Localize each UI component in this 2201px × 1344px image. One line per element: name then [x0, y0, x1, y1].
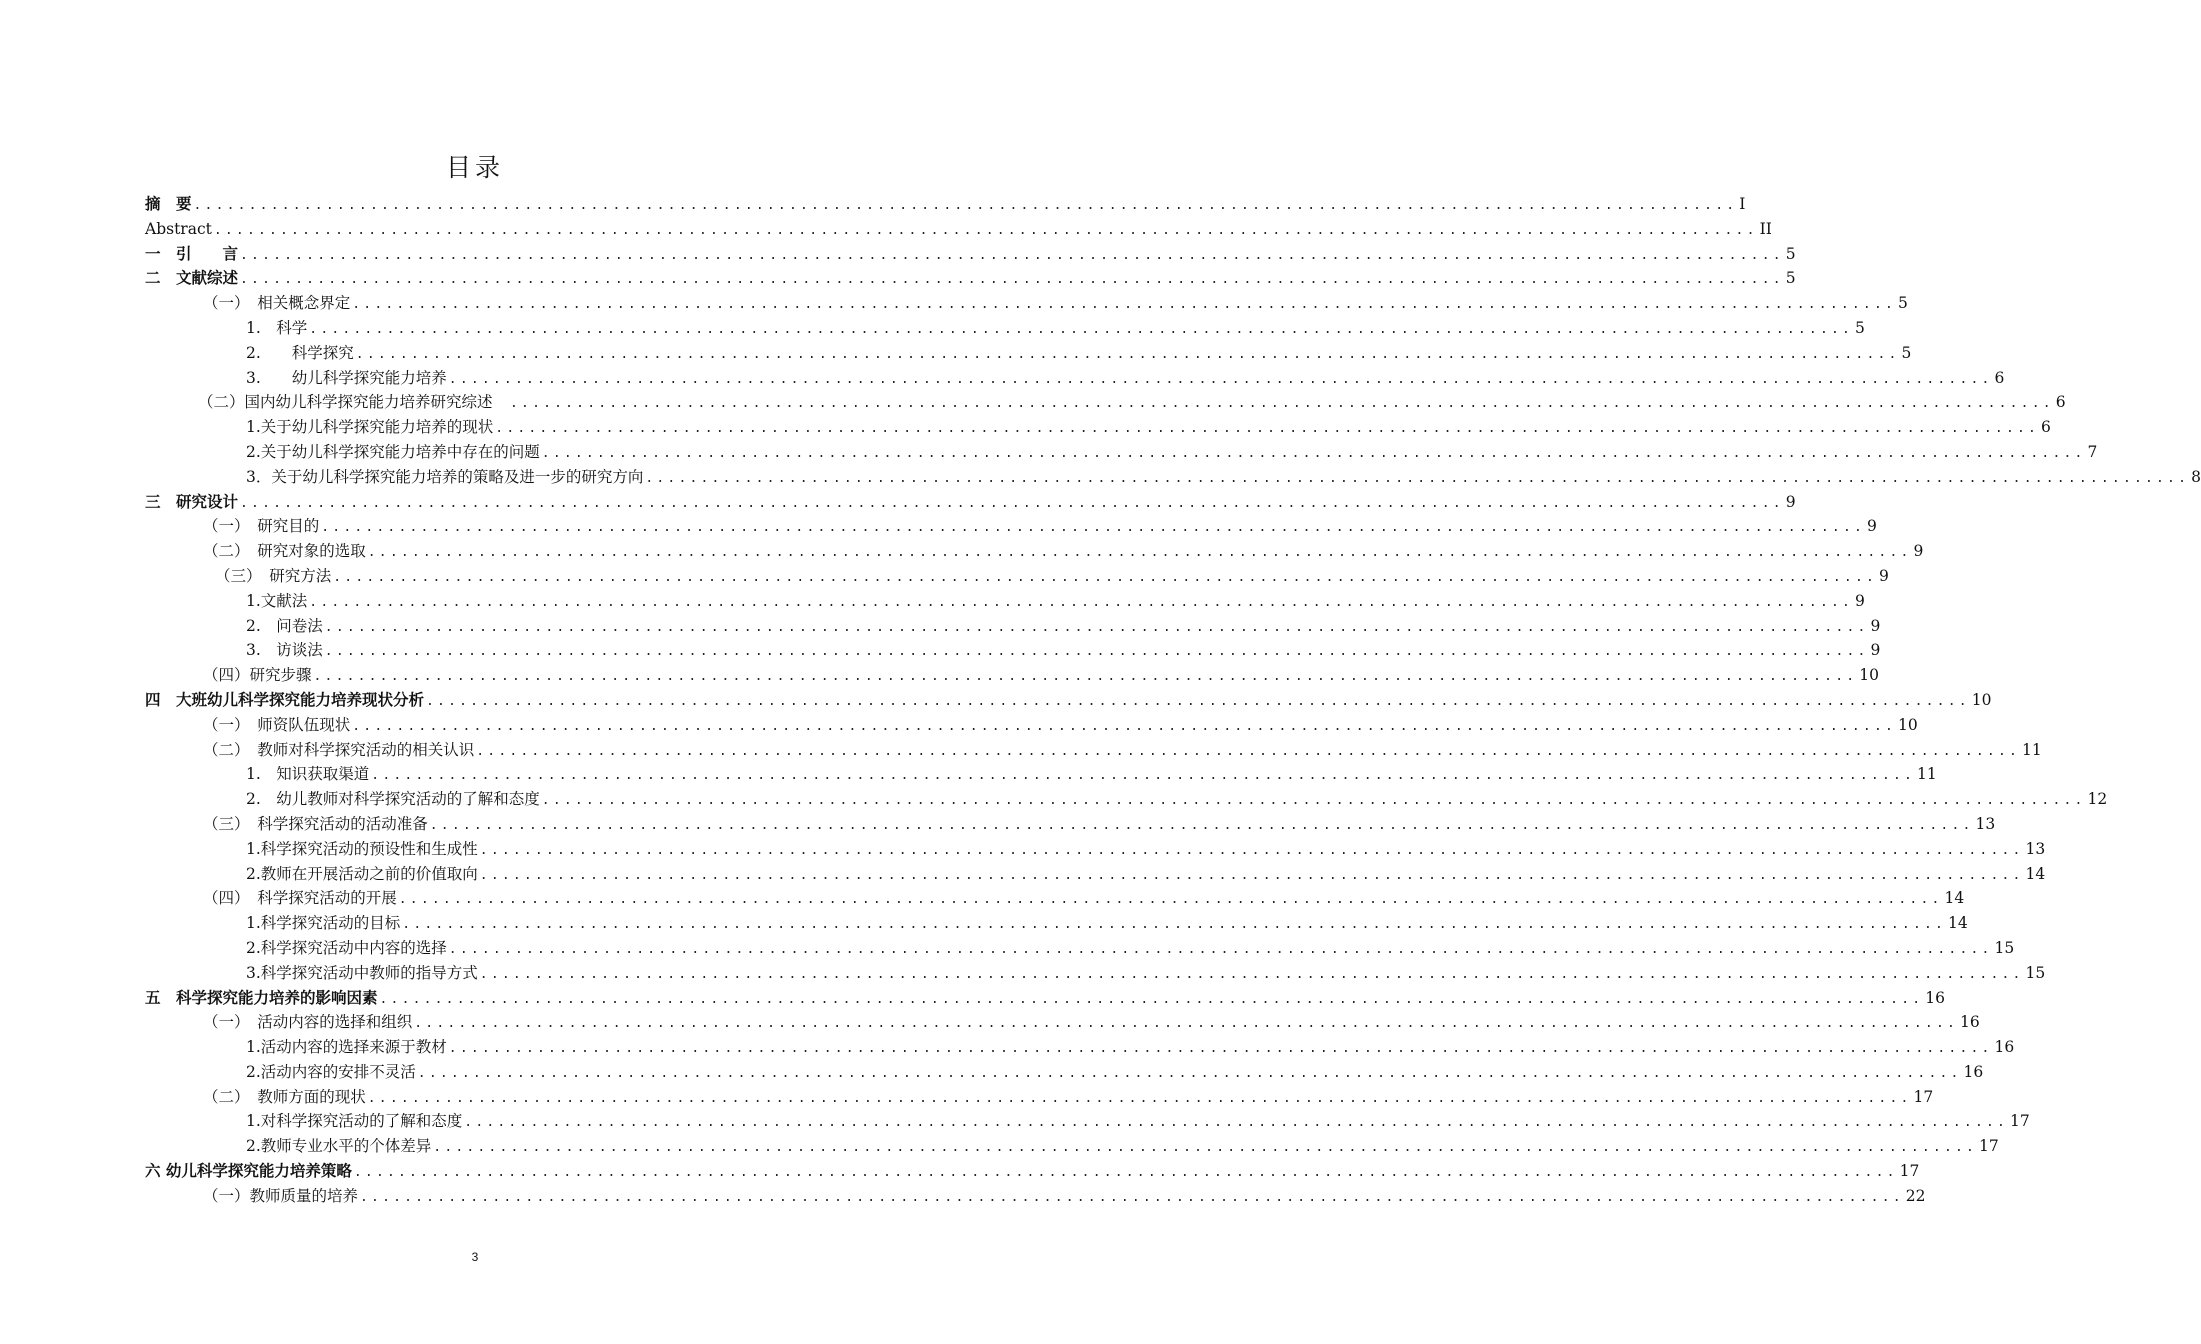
- toc-entry-page: 5: [1855, 318, 1865, 337]
- toc-entry-page: 14: [2025, 864, 2046, 883]
- toc-entry[interactable]: [145, 316, 1865, 341]
- toc-leader-dots: ............................................................................................................................................: [324, 619, 1869, 635]
- toc-leader-dots: ............................................................................................................................................: [510, 396, 2054, 412]
- toc-entry[interactable]: [145, 266, 1796, 291]
- toc-leader-dots: ............................................................................................................................................: [433, 1140, 1978, 1156]
- toc-entry-label: （二） 教师方面的现状: [203, 1087, 366, 1106]
- toc-entry-page: II: [1759, 219, 1772, 238]
- toc-entry-label: （二）国内幼儿科学探究能力培养研究综述: [198, 393, 509, 412]
- table-of-contents: [145, 192, 2201, 1209]
- toc-entry-page: 13: [1975, 814, 1996, 833]
- toc-leader-dots: ............................................................................................................................................: [371, 768, 1916, 784]
- toc-entry[interactable]: [145, 738, 2042, 763]
- toc-leader-dots: ............................................................................................................................................: [541, 793, 2086, 809]
- toc-entry[interactable]: [145, 242, 1796, 267]
- toc-entry-page: I: [1739, 195, 1746, 213]
- toc-entry-label: 2.教师专业水平的个体差异: [246, 1137, 432, 1156]
- toc-entry-page: 16: [1963, 1062, 1984, 1081]
- toc-entry[interactable]: [145, 862, 2046, 887]
- toc-entry[interactable]: [145, 961, 2046, 986]
- toc-entry-label: （二） 教师对科学探究活动的相关认识: [203, 740, 475, 759]
- toc-entry-label: （三） 科学探究活动的活动准备: [203, 814, 428, 833]
- toc-entry-label: Abstract: [145, 219, 212, 238]
- toc-entry-label: 二 文献综述: [145, 268, 239, 288]
- toc-entry-page: 10: [1898, 715, 1918, 734]
- toc-entry-label: 五 科学探究能力培养的影响因素: [145, 987, 378, 1007]
- toc-entry[interactable]: [145, 936, 2015, 961]
- toc-entry-page: 11: [1917, 765, 1937, 784]
- toc-entry-page: 15: [2025, 963, 2046, 982]
- toc-leader-dots: ............................................................................................................................................: [448, 1041, 1993, 1057]
- toc-leader-dots: ............................................................................................................................................: [321, 520, 1865, 536]
- toc-entry[interactable]: [145, 886, 1965, 911]
- toc-entry-page: 10: [1971, 690, 1992, 709]
- toc-entry-page: 10: [1859, 666, 1879, 685]
- toc-leader-dots: ............................................................................................................................................: [448, 941, 1993, 957]
- toc-entry[interactable]: [145, 1010, 1980, 1035]
- toc-entry[interactable]: [145, 1035, 2015, 1060]
- toc-title: 目录: [445, 153, 504, 182]
- toc-entry[interactable]: [145, 762, 1937, 787]
- page-number: 3: [471, 1250, 479, 1264]
- toc-entry-page: 5: [1785, 269, 1796, 288]
- toc-entry-label: 1.对科学探究活动的了解和态度: [246, 1112, 463, 1131]
- toc-entry[interactable]: [145, 564, 1889, 589]
- toc-entry[interactable]: [145, 366, 2005, 391]
- toc-entry[interactable]: [145, 1134, 1999, 1159]
- toc-entry-label: 摘 要: [145, 194, 192, 213]
- toc-entry-page: 17: [1913, 1087, 1934, 1106]
- toc-leader-dots: ............................................................................................................................................: [476, 743, 2020, 759]
- toc-entry-label: 六 幼儿科学探究能力培养策略: [145, 1161, 352, 1181]
- toc-entry-label: 1.文献法: [246, 591, 308, 610]
- toc-entry-page: 12: [2087, 790, 2108, 809]
- toc-leader-dots: ............................................................................................................................................: [541, 445, 2086, 461]
- toc-entry[interactable]: [145, 440, 2098, 465]
- toc-leader-dots: ............................................................................................................................................: [367, 1090, 1912, 1106]
- toc-entry-page: 15: [1994, 938, 2015, 957]
- toc-leader-dots: ............................................................................................................................................: [352, 718, 1896, 734]
- toc-entry-label: （四）研究步骤: [203, 666, 312, 685]
- toc-entry-label: 1.科学探究活动的目标: [246, 914, 401, 933]
- toc-leader-dots: ............................................................................................................................................: [379, 991, 1924, 1007]
- toc-entry-page: 6: [1994, 368, 2005, 387]
- toc-entry[interactable]: [145, 1184, 1926, 1209]
- toc-entry-label: 3. 访谈法: [246, 641, 323, 660]
- toc-entry-page: 8: [2191, 467, 2201, 486]
- toc-entry-page: 14: [1948, 914, 1968, 933]
- toc-leader-dots: ............................................................................................................................................: [355, 346, 1900, 362]
- toc-entry-page: 16: [1960, 1013, 1980, 1032]
- toc-entry-label: 2.关于幼儿科学探究能力培养中存在的问题: [246, 442, 540, 461]
- toc-entry-page: 9: [1879, 566, 1889, 585]
- toc-entry-label: 2. 科学探究: [246, 343, 354, 362]
- toc-leader-dots: ............................................................................................................................................: [398, 892, 1943, 908]
- toc-entry-label: 2. 幼儿教师对科学探究活动的了解和态度: [246, 790, 540, 809]
- toc-leader-dots: ............................................................................................................................................: [324, 644, 1869, 660]
- toc-entry[interactable]: [145, 341, 1912, 366]
- toc-entry[interactable]: [145, 490, 1796, 515]
- toc-entry-page: 17: [1979, 1137, 1999, 1156]
- toc-entry[interactable]: [145, 663, 1879, 688]
- toc-entry-label: 3．关于幼儿科学探究能力培养的策略及进一步的研究方向: [246, 467, 644, 486]
- toc-entry-page: 9: [1855, 591, 1865, 610]
- toc-entry-page: 7: [2087, 442, 2098, 461]
- toc-entry-label: （一）教师质量的培养: [203, 1186, 359, 1205]
- toc-entry-page: 16: [1925, 988, 1945, 1007]
- toc-entry-label: （四） 科学探究活动的开展: [203, 889, 397, 908]
- toc-leader-dots: ............................................................................................................................................: [417, 1065, 1962, 1081]
- toc-leader-dots: ............................................................................................................................................: [240, 272, 1784, 288]
- toc-leader-dots: ............................................................................................................................................: [193, 198, 1738, 213]
- toc-entry-page: 9: [1870, 641, 1881, 660]
- toc-leader-dots: ............................................................................................................................................: [495, 421, 2040, 437]
- toc-leader-dots: ............................................................................................................................................: [360, 1189, 1904, 1205]
- toc-leader-dots: ............................................................................................................................................: [402, 917, 1947, 933]
- toc-leader-dots: ............................................................................................................................................: [479, 842, 2024, 858]
- toc-entry[interactable]: [145, 514, 1877, 539]
- toc-entry-label: （一） 相关概念界定: [203, 294, 351, 313]
- toc-entry-label: 三 研究设计: [145, 491, 239, 511]
- toc-entry-page: 17: [2010, 1112, 2030, 1131]
- toc-entry-page: 13: [2025, 839, 2046, 858]
- toc-entry-label: 四 大班幼儿科学探究能力培养现状分析: [145, 689, 425, 709]
- toc-entry[interactable]: [145, 1109, 2030, 1134]
- toc-entry-label: 2. 问卷法: [246, 616, 323, 635]
- toc-entry-page: 17: [1899, 1162, 1920, 1181]
- toc-leader-dots: ............................................................................................................................................: [367, 545, 1912, 561]
- toc-leader-dots: ............................................................................................................................................: [240, 247, 1784, 263]
- toc-entry-page: 16: [1994, 1038, 2015, 1057]
- toc-leader-dots: ............................................................................................................................................: [426, 693, 1970, 709]
- toc-entry-page: 9: [1867, 517, 1877, 536]
- toc-entry-label: 一 引 言: [145, 243, 239, 263]
- toc-entry-page: 5: [1898, 294, 1908, 313]
- toc-entry-page: 11: [2022, 740, 2042, 759]
- toc-entry[interactable]: [145, 986, 1945, 1011]
- toc-leader-dots: ............................................................................................................................................: [479, 867, 2024, 883]
- toc-entry[interactable]: [145, 589, 1865, 614]
- toc-entry-label: （一） 研究目的: [203, 517, 320, 536]
- toc-entry-label: （二） 研究对象的选取: [203, 542, 366, 561]
- toc-entry-page: 6: [2055, 393, 2066, 412]
- toc-entry-label: 1.关于幼儿科学探究能力培养的现状: [246, 418, 494, 437]
- toc-entry[interactable]: [145, 465, 2201, 490]
- toc-entry[interactable]: [145, 787, 2108, 812]
- toc-entry-label: （三） 研究方法: [215, 566, 332, 585]
- toc-leader-dots: ............................................................................................................................................: [429, 817, 1974, 833]
- toc-entry[interactable]: [145, 614, 1881, 639]
- toc-entry[interactable]: [145, 217, 1772, 242]
- toc-entry-label: （一） 师资队伍现状: [203, 715, 351, 734]
- toc-entry[interactable]: [145, 713, 1918, 738]
- toc-leader-dots: ............................................................................................................................................: [352, 297, 1896, 313]
- toc-leader-dots: ............................................................................................................................................: [213, 222, 1758, 238]
- toc-entry-label: 2.教师在开展活动之前的价值取向: [246, 864, 478, 883]
- toc-leader-dots: ............................................................................................................................................: [309, 321, 1854, 337]
- toc-leader-dots: ............................................................................................................................................: [414, 1016, 1958, 1032]
- toc-entry[interactable]: [145, 1159, 1920, 1184]
- toc-entry[interactable]: [145, 837, 2046, 862]
- toc-leader-dots: ............................................................................................................................................: [333, 569, 1877, 585]
- toc-entry-label: 1.科学探究活动的预设性和生成性: [246, 839, 478, 858]
- toc-entry[interactable]: [145, 291, 1908, 316]
- toc-entry-label: （一） 活动内容的选择和组织: [203, 1013, 413, 1032]
- toc-entry-label: 1.活动内容的选择来源于教材: [246, 1038, 447, 1057]
- toc-entry-page: 22: [1905, 1186, 1926, 1205]
- toc-entry[interactable]: [145, 688, 1992, 713]
- toc-entry-page: 6: [2041, 418, 2051, 437]
- toc-leader-dots: ............................................................................................................................................: [645, 470, 2190, 486]
- toc-entry[interactable]: [145, 638, 1881, 663]
- toc-leader-dots: ............................................................................................................................................: [353, 1165, 1898, 1181]
- toc-entry-page: 5: [1785, 244, 1796, 263]
- toc-entry-page: 9: [1870, 616, 1881, 635]
- toc-entry-page: 9: [1785, 492, 1796, 511]
- toc-entry-label: 3.科学探究活动中教师的指导方式: [246, 963, 478, 982]
- toc-leader-dots: ............................................................................................................................................: [313, 669, 1858, 685]
- toc-entry[interactable]: [145, 911, 1968, 936]
- toc-entry[interactable]: [145, 390, 2066, 415]
- toc-entry[interactable]: [145, 1085, 1934, 1110]
- toc-leader-dots: ............................................................................................................................................: [448, 371, 1993, 387]
- toc-leader-dots: ............................................................................................................................................: [479, 966, 2024, 982]
- toc-entry-label: 1. 科学: [246, 318, 308, 337]
- toc-entry[interactable]: [145, 415, 2051, 440]
- toc-entry[interactable]: [145, 539, 1924, 564]
- toc-entry-label: 3. 幼儿科学探究能力培养: [246, 368, 447, 387]
- toc-entry[interactable]: [145, 192, 1746, 217]
- toc-entry-label: 2.科学探究活动中内容的选择: [246, 938, 447, 957]
- toc-entry-label: 2.活动内容的安排不灵活: [246, 1062, 416, 1081]
- toc-leader-dots: ............................................................................................................................................: [240, 495, 1784, 511]
- toc-leader-dots: ............................................................................................................................................: [464, 1115, 2009, 1131]
- toc-entry[interactable]: [145, 1060, 1984, 1085]
- toc-leader-dots: ............................................................................................................................................: [309, 594, 1854, 610]
- toc-entry-label: 1. 知识获取渠道: [246, 765, 370, 784]
- toc-entry[interactable]: [145, 812, 1996, 837]
- toc-entry-page: 5: [1901, 343, 1912, 362]
- toc-entry-page: 9: [1913, 542, 1924, 561]
- toc-entry-page: 14: [1944, 889, 1965, 908]
